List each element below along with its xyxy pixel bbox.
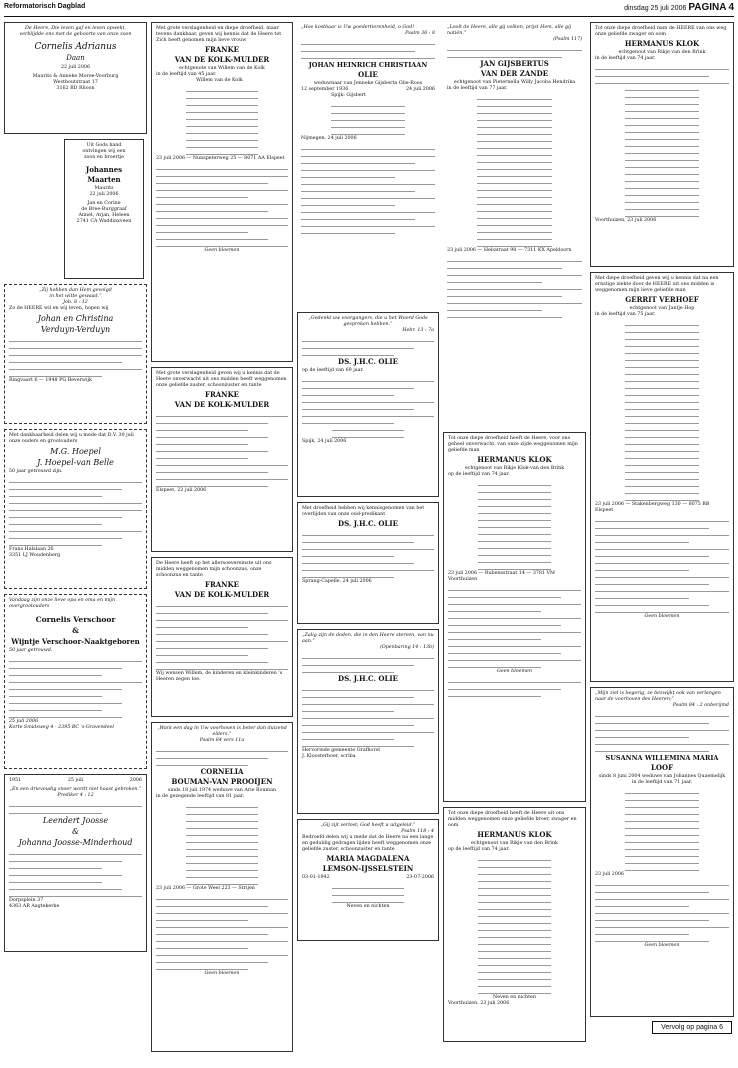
ad-age: in de leeftijd van 71 jaar. <box>631 780 693 785</box>
ad-text: Tot onze diepe droefheid heeft de Heere, voor ons geheel onverwacht, van onze zijde weggenomen mijn geliefde man <box>448 436 578 453</box>
ad-text: Uit Gods hand <box>86 143 122 148</box>
closing-note: Neven en nichten <box>346 904 390 909</box>
ad-age: op de leeftijd van 74 jaar. <box>448 472 510 477</box>
bible-ref: Job. 8 : 12 <box>63 300 88 305</box>
ad-text: Met grote verslagenheid geven wij u kennis dat de Heere onverwacht uit ons midden heeft weggenomen onze geliefde zuster, schoonzuster en tante <box>156 371 287 388</box>
ad-age: in de leeftijd van 74 jaar. <box>595 56 656 61</box>
ad-text: Vandaag zijn onze lieve opa en oma en mijn overgrootouders <box>9 598 116 609</box>
family-list-lines <box>156 802 288 885</box>
relative-name: Spijk: Gijsbert <box>331 93 366 98</box>
bible-quote: „Zij hebben dan Hem gevolgd <box>39 288 112 293</box>
bible-quote: „Gij zijt verlost; God heeft u uitgeleid.” <box>320 823 416 828</box>
body-text-lines <box>301 144 435 234</box>
ad-subtitle: sinds 8 juni 2004 weduwe van Johannes Quaemelijk <box>598 774 726 779</box>
address: Dorpsplein 37 <box>9 898 44 903</box>
address: Korte Smidsweg 4 - 2395 BC 's-Gravendeel <box>9 725 114 730</box>
call-name: Daan <box>66 54 85 62</box>
address: 23 juli 2006 — Hebatraat 98 — 7311 KX Apeldoorn <box>447 248 572 253</box>
body-text-lines <box>595 711 729 752</box>
ad-date: 22 juli 2006 <box>60 65 90 70</box>
family-list-lines <box>595 320 729 501</box>
ad-date: Voorthuizen, 23 juli 2006 <box>595 218 657 223</box>
ad-date: Elspeet, 22 juli 2006 <box>156 488 207 493</box>
body-text-lines <box>9 477 142 546</box>
bible-quote: „Loolt de Heere, alle gij volken, prijst Hem, alle gij natiën.” <box>447 25 572 36</box>
call-name: Maurits <box>94 186 114 191</box>
child-name: Johannes <box>85 165 123 174</box>
newspaper-name: Reformatorisch Dagblad <box>4 3 86 10</box>
siblings: Annet, Arjan, Heleen <box>78 213 130 218</box>
bible-ref: Psalm 118 : 4 <box>401 829 434 834</box>
obituary-ad-2 <box>151 367 293 552</box>
column-5 <box>590 22 734 1068</box>
body-text-lines <box>302 530 434 578</box>
ad-age: in de leeftijd van 75 jaar. <box>595 312 656 317</box>
ad-text: Bedroefd delen wij u mede dat de Heere na een lange en geduldig gedragen lijden heeft weggenomen onze geliefde zuster, schoonzuster en tante <box>302 835 434 852</box>
bible-quote: „Gedenkt uw voorgangers, die u het Woord Gods gesproken hebben.” <box>308 316 428 327</box>
deceased-name: CORNELIA <box>200 767 244 776</box>
bible-quote: „Zalig zijn de doden, die in den Heere sterven, van nu aan.” <box>302 633 434 644</box>
bible-quote: in het witte gewaad.” <box>49 294 102 299</box>
bible-ref: (Psalm 117) <box>553 37 582 42</box>
ad-text: Tot onze diepe droefheid heeft de Heere uit ons midden weggenomen onze geliefde broer, zwager en oom <box>448 811 577 828</box>
ad-text: 50 jaar getrouwd zijn. <box>9 469 63 474</box>
ad-text: De Heere, Die leven gaf en leven opwekt, <box>24 26 126 31</box>
ad-age: op de leeftijd van 74 jaar. <box>448 847 510 852</box>
column-1 <box>4 22 147 1068</box>
bible-quote: „En een drievoudig snoer wordt niet haast gebroken.” <box>9 787 142 792</box>
address: 4363 AR Aagtekerke <box>9 904 60 909</box>
ad-date: Sprang-Capelle, 24 juli 2006 <box>302 579 372 584</box>
year-row: 1951 25 juli 2006 <box>9 778 142 783</box>
body-text-lines <box>156 894 288 970</box>
body-text-lines <box>595 516 729 613</box>
ad-text: De Heere heeft op het allersoevereinste uit ons midden weggenomen mijn schoonzus, onze schoonzus en tante <box>156 561 272 578</box>
ad-age: in de leeftijd van 45 jaar. <box>156 72 217 77</box>
couple-name: Johan en Christina <box>37 314 114 323</box>
column-2 <box>151 22 293 1068</box>
body-text-lines <box>156 746 288 766</box>
couple-name: M.G. Hoepel <box>50 447 101 456</box>
deceased-name: DS. J.H.C. OLIE <box>338 357 398 366</box>
date-row: 12 september 1936 24 juli 2006 <box>301 87 435 92</box>
family-list-lines <box>302 883 434 903</box>
ad-age: in de gezegende leeftijd van 81 jaar. <box>156 794 245 799</box>
deceased-name: VAN DE KOLK-MULDER <box>174 590 270 599</box>
ad-age: op de leeftijd van 69 jaar. <box>302 368 364 373</box>
obituary-ad-5 <box>297 22 439 307</box>
ad-text: Met diepe droefheid geven wij u kennis dat na een ernstige ziekte door de HEERE uit ons midden is weggenomen mijn lieve geliefde man <box>595 276 719 293</box>
ad-text: Met grote verslagenheid en diepe droefheid, maar tevens dankbaar, geven wij kennis dat de Heere tot Zich heeft genomen mijn lieve vrouw <box>156 26 282 43</box>
obituary-ad-11 <box>443 432 586 802</box>
body-text-lines <box>156 164 288 247</box>
bible-quote: „Hoe kostbaar is Uw goedertierenheid, o God! <box>301 25 415 30</box>
ampersand: & <box>72 626 79 635</box>
family-list-lines <box>156 411 288 487</box>
body-text-lines <box>301 39 435 59</box>
date-row: 03-01-1942 23-07-2006 <box>302 875 434 880</box>
family-list-lines <box>156 601 288 670</box>
deceased-name: FRANKE <box>204 580 240 589</box>
ad-text: Met droefheid hebben wij kennisgenomen van het overlijden van onze oud-predikant <box>302 506 425 517</box>
address: 3162 BD Rhoon <box>56 86 95 91</box>
deceased-name: LEMSON-IJSSELSTEIN <box>322 864 414 873</box>
body-text-lines <box>447 256 582 318</box>
deceased-name: HERMANUS KLOK <box>477 455 552 464</box>
family-list-lines <box>301 101 435 135</box>
deceased-name: MARIA MAGDALENA <box>326 854 410 863</box>
column-3 <box>297 22 439 1068</box>
parents: de Bree-Burggraaf <box>81 207 127 212</box>
anniversary-ad-1 <box>4 284 147 424</box>
family-list-lines <box>448 855 581 994</box>
body-text-lines <box>9 849 142 897</box>
ad-subtitle: echtgenoot van Rikje Klok-van den Brink <box>464 466 565 471</box>
bible-quote: „Want een dag in Uw voorhoven is beter dan duizend elders.” <box>157 726 287 737</box>
birth-ad-1 <box>4 22 147 134</box>
address: Ringvaart 6 — 1948 PG Beverwijk <box>9 378 92 383</box>
bible-ref: Hebr. 13 : 7a <box>402 328 434 333</box>
address: Frans Halslaan 26 <box>9 547 54 552</box>
body-text-lines <box>448 677 581 697</box>
deceased-name: DS. J.H.C. OLIE <box>338 519 398 528</box>
body-text-lines <box>302 653 434 673</box>
ad-age: in de leeftijd van 77 jaar. <box>447 86 508 91</box>
obituary-ad-6 <box>297 312 439 497</box>
page-header <box>4 2 734 17</box>
closing-note: Geen bloemen <box>644 614 680 619</box>
bible-ref: (Openbaring 14 : 13b) <box>379 645 434 650</box>
closing-note: Neven en nichten <box>493 995 536 1000</box>
anniversary-ad-2 <box>4 429 147 589</box>
ampersand: & <box>71 827 80 836</box>
bible-ref: Prediker 4 : 12 <box>57 793 94 798</box>
deceased-name: HERMANUS KLOK <box>624 39 700 48</box>
obituary-ad-8 <box>297 629 439 814</box>
deceased-name: JAN GIJSBERTUS <box>480 59 549 68</box>
body-text-lines <box>9 336 142 377</box>
couple-name: Cornelis Verschoor <box>35 615 116 624</box>
body-text-lines <box>302 685 434 747</box>
closing-note: Geen bloemen <box>204 248 240 253</box>
ad-subtitle: echtgenoot van Rikje van den Brink <box>618 50 706 55</box>
deceased-name: BOUMAN-VAN PROOIJEN <box>171 777 273 786</box>
deceased-name: OLIE <box>358 70 378 79</box>
family-list-lines <box>447 94 582 247</box>
couple-name: Wijntje Verschoor-Naaktgeboren <box>11 637 140 646</box>
obituary-ad-1 <box>151 22 293 362</box>
ad-date: 22 juli 2006 <box>89 192 119 197</box>
couple-name: Johanna Joosse-Minderhoud <box>18 838 133 847</box>
continued-on-page-link[interactable]: Vervolg op pagina 6 <box>652 1021 732 1034</box>
body-text-lines <box>595 880 729 942</box>
birth-ad-2 <box>64 139 144 279</box>
body-text-lines <box>9 656 142 718</box>
body-text-lines <box>302 336 434 356</box>
address: 23 juli 2006 — Nunspeterweg 25 — 8071 AA Elspeet <box>156 156 285 161</box>
couple-name: J. Hoepel-van Belle <box>37 458 114 467</box>
ad-text: Wij wensen Willem, de kinderen en kleinkinderen 's Heeren zegen toe. <box>156 671 283 682</box>
ad-date: Voorthuizen, 23 juli 2006 <box>448 1001 510 1006</box>
deceased-name: JOHAN HEINRICH CHRISTIAAN <box>308 61 428 69</box>
date-page: dinsdag 25 juli 2006 PAGINA 4 <box>624 2 734 13</box>
bible-ref: Psalm 36 : 8 <box>405 31 435 36</box>
obituary-ad-3 <box>151 557 293 717</box>
closing-note: Geen bloemen <box>204 971 240 976</box>
deceased-name: LOOF <box>650 763 674 772</box>
closing-note: Geen bloemen <box>644 943 680 948</box>
ad-text: Tot onze diepe droefheid nam de HEERE van ons weg onze geliefde zwager en oom <box>595 26 727 37</box>
ad-subtitle: echtgenoot van Rikje van den Brink <box>471 841 558 846</box>
ad-text: Met dankbaarheid delen wij u mede dat D.V. 30 juli onze ouders en grootouders <box>9 433 134 444</box>
obituary-ad-15 <box>590 687 734 1017</box>
deceased-name: HERMANUS KLOK <box>477 830 552 839</box>
parents: Maurits & Anneke Moree-Voorburg <box>32 74 119 79</box>
address: Westhoutstraat 17 <box>53 80 98 85</box>
ad-subtitle: echtgenoot van Jantje Hop <box>629 306 695 311</box>
address: 23 juli 2006 — Rubensstraat 14 — 3781 VM Voorthuizen <box>448 571 555 582</box>
ad-subtitle: echtgenoot van Pieternella Willy Jacoba Hendrika <box>453 80 576 85</box>
ad-date: Spijk, 24 juli 2006 <box>302 439 347 444</box>
obituary-ad-10 <box>443 22 586 427</box>
deceased-name: DS. J.H.C. OLIE <box>338 674 398 683</box>
body-text-lines <box>448 585 581 668</box>
family-list-lines <box>595 788 729 871</box>
address: Nijmegen, 24 juli 2006 <box>301 136 357 141</box>
deceased-name: VAN DE KOLK-MULDER <box>174 55 270 64</box>
ad-text: ontvingen wij een <box>82 149 126 154</box>
closing-note: Geen bloemen <box>497 669 532 674</box>
family-list-lines <box>448 480 581 570</box>
deceased-name: GERRIT VERHOEF <box>625 295 699 304</box>
body-text-lines <box>9 801 142 814</box>
body-text-lines <box>447 45 582 58</box>
family-list-lines <box>156 86 288 155</box>
obituary-ad-9 <box>297 819 439 941</box>
parents: Jan en Corine <box>87 201 121 206</box>
bible-ref: Psalm 84 vers 11a <box>199 738 245 743</box>
ad-date: 23 juli 2006 <box>595 872 625 877</box>
bible-quote: „Mijn ziel is begerig, ze bezwijkt ook van verlangen naar de voorhoven des Heeren;” <box>595 691 721 702</box>
relative-name: Willem van de Kolk <box>196 78 243 83</box>
address: 2741 CA Waddinxveen <box>76 219 132 224</box>
ad-text: 50 jaar getrouwd. <box>9 648 53 653</box>
obituary-ad-4 <box>151 722 293 1052</box>
signatory: J. Kloosterboer, scriba <box>302 754 356 759</box>
ad-subtitle: weduwnaar van Jenneke Gijsberta Olie-Roos <box>313 81 423 86</box>
deceased-name: SUSANNA WILLEMINA MARIA <box>605 754 719 762</box>
obituary-ad-13 <box>590 22 734 267</box>
child-name: Maarten <box>87 175 121 184</box>
address: 23 juli 2006 — Grote Weel 223 — Strijen <box>156 886 255 891</box>
ad-text: zoon en broertje <box>83 155 124 160</box>
anniversary-ad-3 <box>4 594 147 769</box>
obituary-ad-12 <box>443 807 586 1042</box>
ad-subtitle: sinds 18 juli 1974 weduwe van Arie Bouman <box>167 788 277 793</box>
obituary-ad-7 <box>297 502 439 624</box>
anniversary-ad-4 <box>4 774 147 952</box>
deceased-name: VAN DE KOLK-MULDER <box>174 400 270 409</box>
column-4 <box>443 22 586 1068</box>
ad-date: 25 juli 2006 <box>9 719 39 724</box>
child-name: Cornelis Adrianus <box>34 42 117 52</box>
signatory: Hervormde gemeente Grafhorst <box>302 748 381 753</box>
deceased-name: VAN DER ZANDE <box>480 69 549 78</box>
deceased-name: FRANKE <box>204 390 240 399</box>
obituary-ad-14 <box>590 272 734 682</box>
deceased-name: FRANKE <box>204 45 240 54</box>
body-text-lines <box>302 376 434 438</box>
couple-name: Verduyn-Verduyn <box>40 325 111 334</box>
bible-ref: Psalm 84 : 2 onberijmd <box>672 703 729 708</box>
family-list-lines <box>595 64 729 217</box>
ad-text: Zo de HEERE wil en wij leven, hopen wij <box>9 306 109 311</box>
couple-name: Leendert Joosse <box>42 816 109 825</box>
address: 23 juli 2006 — Stakenbergweg 130 — 8075 BB Elspeet <box>595 502 710 513</box>
address: 3351 LJ Woudenberg <box>9 553 61 558</box>
ad-text: verblijdde ons met de geboorte van onze zoon <box>19 32 132 37</box>
ad-subtitle: echtgenote van Willem van de Kolk <box>179 66 265 71</box>
